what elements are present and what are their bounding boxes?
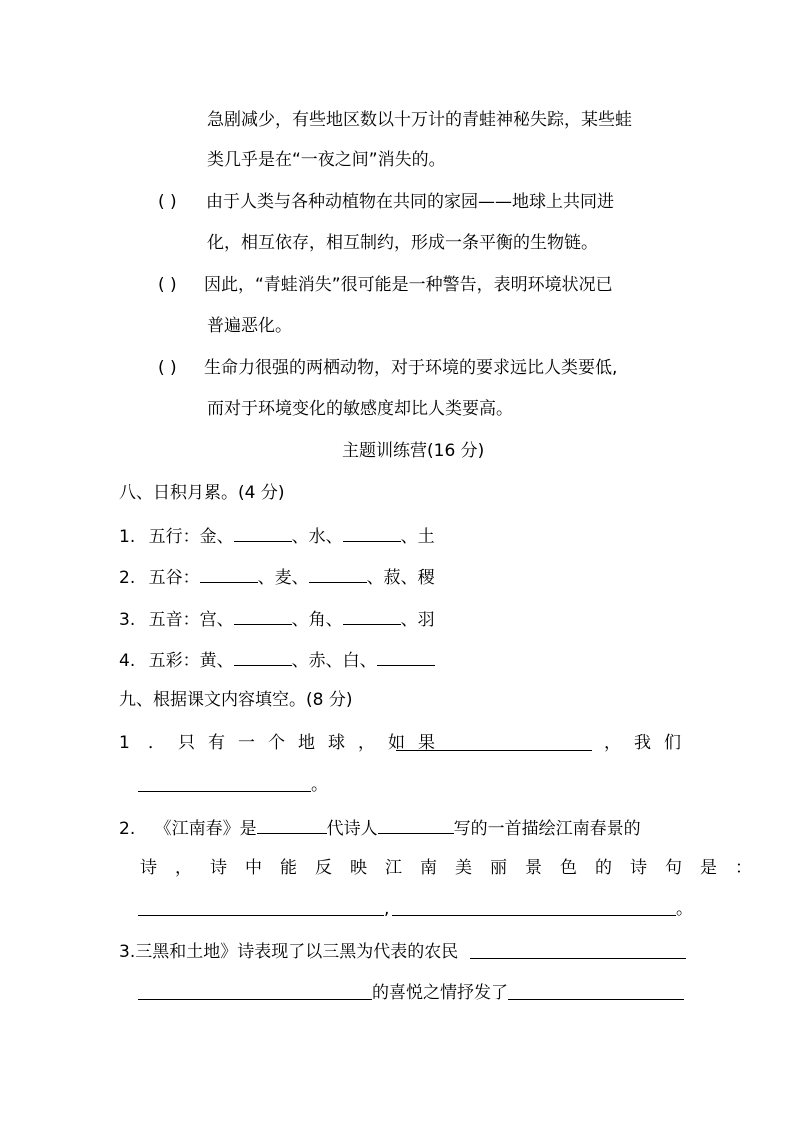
q9-item-3-a: 三黑和土地》 (135, 942, 238, 962)
q8-item-4 (119, 648, 435, 671)
order-blank-3[interactable]: ( ) (158, 358, 177, 378)
q8-item-4-num: 4. (119, 651, 136, 671)
q8-heading: 八、日积月累。(4 分) (119, 483, 285, 503)
order-item-3-line2: 而对于环境变化的敏感度却比人类要高。 (207, 399, 513, 419)
q9-item-2-b: 代诗人 (326, 819, 378, 839)
q8-item-2-part2: 、麦、 (257, 568, 309, 588)
q8-item-1-part2: 、水、 (291, 527, 343, 547)
q8-item-1-label: 五行： (148, 527, 200, 547)
q8-item-3-part2: 、角、 (291, 610, 343, 630)
q8-item-3-label: 五音： (148, 610, 200, 630)
q9-item-2-blank-verse-2[interactable] (392, 898, 676, 916)
q8-item-1 (119, 524, 435, 547)
q9-item-2-a: 《江南春》是 (154, 819, 257, 839)
q9-item-2-period: 。 (676, 899, 693, 919)
q9-item-2-comma: , (384, 899, 390, 919)
q9-item-3-d: 抒发了 (457, 983, 508, 1003)
q8-item-2-part3: 、菽、稷 (366, 568, 435, 588)
order-blank-1[interactable]: ( ) (158, 192, 177, 212)
q8-item-2-num: 2. (119, 568, 136, 588)
q9-item-2-blank-poet[interactable] (378, 816, 454, 834)
q8-item-2-blank-2[interactable] (309, 565, 367, 583)
q9-item-1-end: 。 (311, 775, 328, 795)
q9-item-1-blank-1[interactable] (396, 733, 592, 751)
q8-item-1-part3: 、土 (400, 527, 435, 547)
q9-item-1-num: 1 (119, 733, 130, 753)
passage-cont-line1: 急剧减少，有些地区数以十万计的青蛙神秘失踪，某些蛙 (207, 110, 632, 130)
q8-item-1-blank-2[interactable] (343, 524, 401, 542)
order-item-1-line1: 由于人类与各种动植物在共同的家园——地球上共同进 (206, 192, 614, 212)
q8-item-2 (119, 565, 435, 588)
order-item-1-line2: 化，相互依存，相互制约，形成一条平衡的生物链。 (207, 233, 598, 253)
q9-heading: 九、根据课文内容填空。(8 分) (119, 690, 353, 710)
q8-item-4-part2: 、赤、白、 (291, 651, 377, 671)
order-item-2-line1: 因此，“青蛙消失”很可能是一种警告，表明环境状况已 (204, 275, 613, 295)
q9-item-3-blank-2[interactable] (138, 982, 372, 1000)
q9-item-1-text-b: ，我们 (604, 733, 694, 753)
q9-item-3-b: 诗表现了以三黑为代表的农民 (237, 942, 459, 962)
order-blank-2[interactable]: ( ) (158, 275, 177, 295)
q9-item-3-c: 的喜悦之情 (372, 983, 457, 1003)
q9-item-2-num: 2. (119, 819, 136, 839)
q9-item-3-line2 (372, 983, 508, 1003)
q8-item-3-blank-2[interactable] (343, 607, 401, 625)
q9-item-3-blank-1[interactable] (470, 941, 686, 959)
q9-item-1-blank-2[interactable] (138, 774, 311, 792)
q8-item-2-blank-1[interactable] (200, 565, 258, 583)
q8-item-4-part1: 黄、 (199, 651, 234, 671)
q8-item-3-blank-1[interactable] (234, 607, 292, 625)
order-item-3-line1: 生命力很强的两栖动物，对于环境的要求远比人类要低, (204, 358, 618, 378)
section-title: 主题训练营(16 分) (342, 441, 485, 461)
q9-item-2-blank-dynasty[interactable] (257, 816, 327, 834)
q8-item-3-part1: 宫、 (199, 610, 234, 630)
q8-item-4-blank-1[interactable] (234, 648, 292, 666)
q8-item-3 (119, 607, 435, 630)
q9-item-2-line2: 诗，诗中能反映江南美丽景色的诗句是： (140, 858, 770, 878)
q9-item-2-line1 (119, 816, 641, 839)
q8-item-1-num: 1. (119, 527, 136, 547)
passage-cont-line2: 类几乎是在“一夜之间”消失的。 (207, 150, 446, 170)
q8-item-4-label: 五彩： (148, 651, 200, 671)
order-item-2-line2: 普遍恶化。 (207, 316, 292, 336)
q8-item-1-part1: 金、 (199, 527, 234, 547)
q9-item-2-blank-verse-1[interactable] (138, 898, 384, 916)
q9-item-3-line1 (119, 942, 458, 962)
q9-item-3-num: 3. (119, 942, 136, 962)
q8-item-2-label: 五谷： (148, 568, 200, 588)
q9-item-3-blank-3[interactable] (508, 982, 684, 1000)
q9-item-2-c: 写的一首描绘江南春景的 (453, 819, 641, 839)
q8-item-1-blank-1[interactable] (234, 524, 292, 542)
q8-item-4-blank-2[interactable] (377, 648, 435, 666)
q9-item-1-text-a: ．只有一个地球，如果 (148, 733, 448, 753)
q8-item-3-num: 3. (119, 610, 136, 630)
q8-item-3-part3: 、羽 (400, 610, 435, 630)
